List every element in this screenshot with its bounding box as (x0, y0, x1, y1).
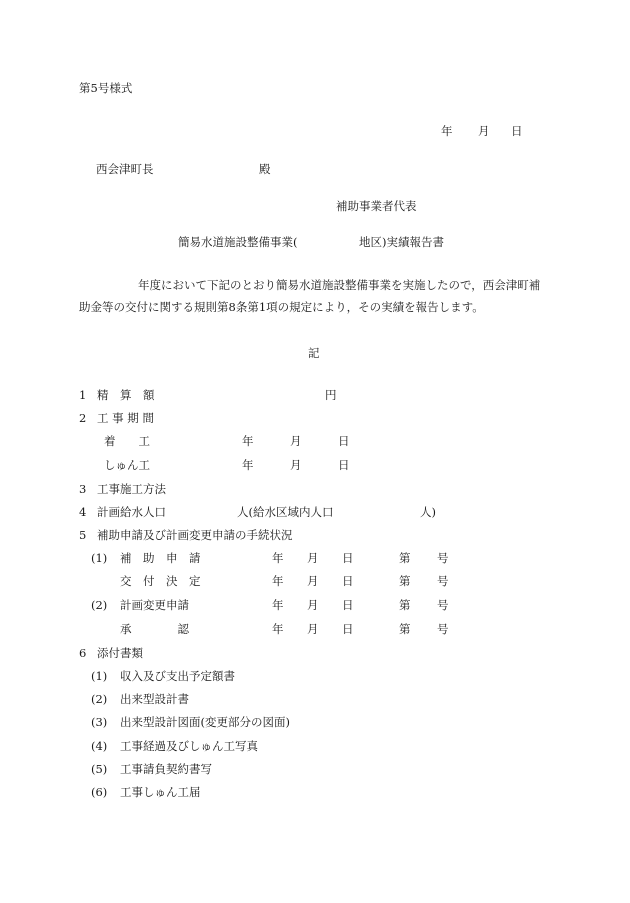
procedure-row-label: 承 認 (120, 622, 189, 636)
ki-marker: 記 (308, 346, 320, 360)
procedure-row-go: 号 (437, 598, 449, 612)
applicant-label: 補助事業者代表 (336, 199, 417, 213)
item-3-label: 工事施工方法 (97, 482, 166, 496)
item-1-label: 精 算 額 (97, 388, 155, 402)
procedure-row-dai: 第 (399, 598, 411, 612)
procedure-row-month: 月 (307, 598, 319, 612)
date-day: 日 (511, 124, 523, 138)
attachment-label: 工事しゅん工届 (120, 785, 201, 799)
procedure-row-number: (2) (91, 598, 108, 612)
title-prefix: 簡易水道施設整備事業( (178, 235, 298, 249)
form-number: 第5号様式 (79, 81, 133, 95)
procedure-row-year: 年 (272, 574, 284, 588)
item-2-label: 工 事 期 間 (97, 411, 154, 425)
attachment-label: 出来型設計図面(変更部分の図面) (120, 715, 290, 729)
procedure-row-day: 日 (342, 598, 354, 612)
body-line-2: 助金等の交付に関する規則第8条第1項の規定により，その実績を報告します。 (79, 300, 484, 314)
item-4-label: 計画給水人口 (97, 505, 166, 519)
addressee-honorific: 殿 (259, 162, 271, 176)
procedure-row-year: 年 (272, 622, 284, 636)
body-line-1: 年度において下記のとおり簡易水道施設整備事業を実施したので，西会津町補 (138, 278, 541, 292)
item-5-number: 5 (79, 528, 87, 542)
item-3-number: 3 (79, 482, 87, 496)
procedure-row-label: 補 助 申 請 (120, 551, 201, 565)
construction-start-day: 日 (338, 434, 350, 448)
procedure-row-go: 号 (437, 574, 449, 588)
attachment-label: 収入及び支出予定額書 (120, 669, 235, 683)
procedure-row-day: 日 (342, 551, 354, 565)
item-6-label: 添付書類 (97, 646, 143, 660)
attachment-number: (5) (91, 762, 108, 776)
procedure-row-dai: 第 (399, 551, 411, 565)
construction-end-month: 月 (290, 458, 302, 472)
procedure-row-go: 号 (437, 551, 449, 565)
procedure-row-label: 計画変更申請 (120, 598, 189, 612)
attachment-number: (3) (91, 715, 108, 729)
procedure-row-month: 月 (307, 551, 319, 565)
date-month: 月 (478, 124, 490, 138)
item-1-unit: 円 (325, 388, 337, 402)
procedure-row-day: 日 (342, 622, 354, 636)
attachment-label: 工事経過及びしゅん工写真 (120, 739, 258, 753)
construction-end-label: しゅん工 (104, 458, 150, 472)
procedure-row-go: 号 (437, 622, 449, 636)
attachment-number: (4) (91, 739, 108, 753)
attachment-number: (1) (91, 669, 108, 683)
procedure-row-number: (1) (91, 551, 108, 565)
title-suffix: 地区)実績報告書 (359, 235, 444, 249)
attachment-number: (2) (91, 692, 108, 706)
item-2-number: 2 (79, 411, 87, 425)
item-4-unit-1: 人(給水区域内人口 (237, 505, 334, 519)
addressee-name: 西会津町長 (96, 162, 154, 176)
item-5-label: 補助申請及び計画変更申請の手続状況 (97, 528, 293, 542)
construction-start-year: 年 (242, 434, 254, 448)
attachment-number: (6) (91, 785, 108, 799)
item-4-unit-2: 人) (420, 505, 436, 519)
construction-end-day: 日 (338, 458, 350, 472)
procedure-row-label: 交 付 決 定 (120, 574, 201, 588)
item-4-number: 4 (79, 505, 87, 519)
procedure-row-year: 年 (272, 551, 284, 565)
attachment-label: 工事請負契約書写 (120, 762, 212, 776)
construction-start-label: 着 工 (104, 434, 150, 448)
item-1-number: 1 (79, 388, 87, 402)
procedure-row-dai: 第 (399, 574, 411, 588)
procedure-row-month: 月 (307, 622, 319, 636)
procedure-row-dai: 第 (399, 622, 411, 636)
procedure-row-year: 年 (272, 598, 284, 612)
construction-start-month: 月 (290, 434, 302, 448)
procedure-row-day: 日 (342, 574, 354, 588)
date-year: 年 (441, 124, 453, 138)
item-6-number: 6 (79, 646, 87, 660)
construction-end-year: 年 (242, 458, 254, 472)
procedure-row-month: 月 (307, 574, 319, 588)
attachment-label: 出来型設計書 (120, 692, 189, 706)
